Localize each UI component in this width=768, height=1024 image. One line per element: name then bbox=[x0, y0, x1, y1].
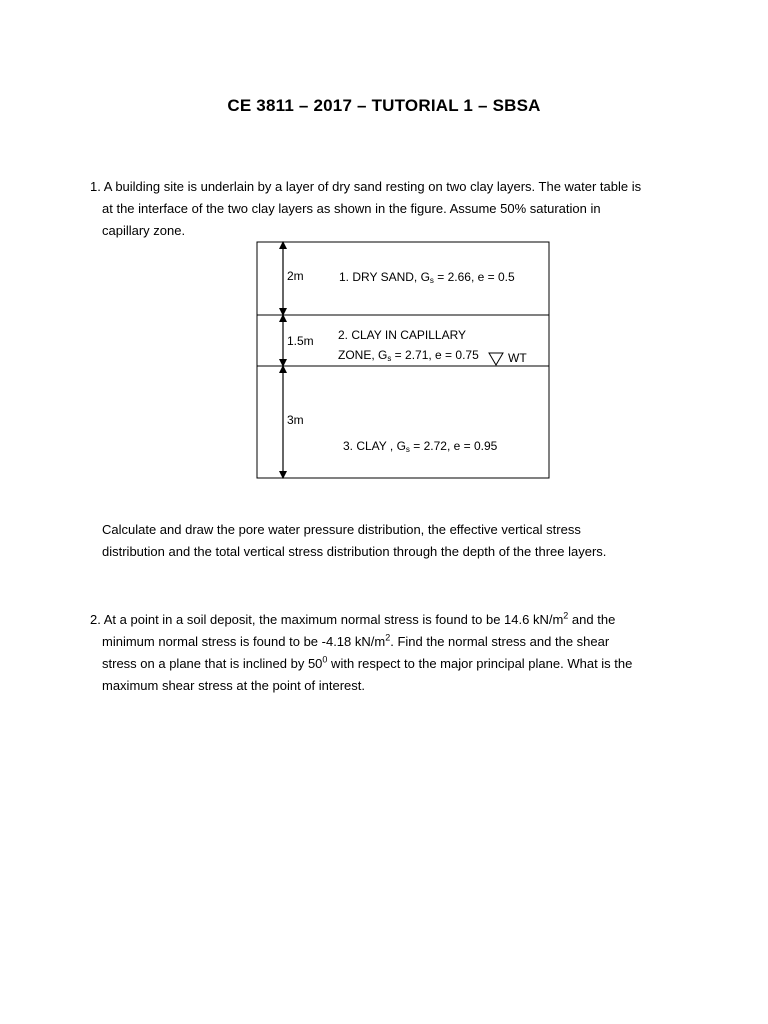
question-1-line: at the interface of the two clay layers as shown in the figure. Assume 50% saturation in bbox=[102, 201, 601, 216]
layer-label: 1. DRY SAND, Gs = 2.66, e = 0.5 bbox=[339, 270, 515, 285]
question-1-task-line: distribution and the total vertical stress distribution through the depth of the three layers. bbox=[102, 544, 607, 559]
question-2-line: maximum shear stress at the point of interest. bbox=[102, 678, 365, 693]
question-number: 1. bbox=[90, 179, 101, 194]
question-2-line: minimum normal stress is found to be -4.18 $kN/m^2$. Find the normal stress and the shear bbox=[102, 632, 610, 649]
question-2 bbox=[90, 609, 632, 697]
water-table-icon bbox=[489, 353, 503, 365]
water-table-label: WT bbox=[508, 351, 527, 365]
question-text: A building site is underlain by a layer of dry sand resting on two clay layers. The water table is bbox=[103, 179, 642, 194]
layer-label: ZONE, Gs = 2.71, e = 0.75 bbox=[338, 348, 479, 363]
layer-thickness: 1.5m bbox=[287, 334, 314, 348]
question-1-task-line: Calculate and draw the pore water pressure distribution, the effective vertical stress bbox=[102, 522, 581, 537]
layer-thickness: 2m bbox=[287, 269, 304, 283]
layer-label: 3. CLAY , Gs = 2.72, e = 0.95 bbox=[343, 439, 498, 454]
layer-thickness: 3m bbox=[287, 413, 304, 427]
question-number: 2. bbox=[90, 612, 101, 627]
page-title: CE 3811 – 2017 – TUTORIAL 1 – SBSA bbox=[227, 96, 541, 115]
layer-label: 2. CLAY IN CAPILLARY bbox=[338, 328, 467, 342]
question-2-line: stress on a plane that is inclined by $50^0$ with respect to the major principal plane. What is the bbox=[102, 654, 633, 671]
question-1-task bbox=[102, 519, 606, 563]
question-2-line: 2. At a point in a soil deposit, the maximum normal stress is found to be 14.6 $kN/m^2$ and the bbox=[90, 610, 616, 627]
question-1-line: capillary zone. bbox=[102, 223, 186, 238]
